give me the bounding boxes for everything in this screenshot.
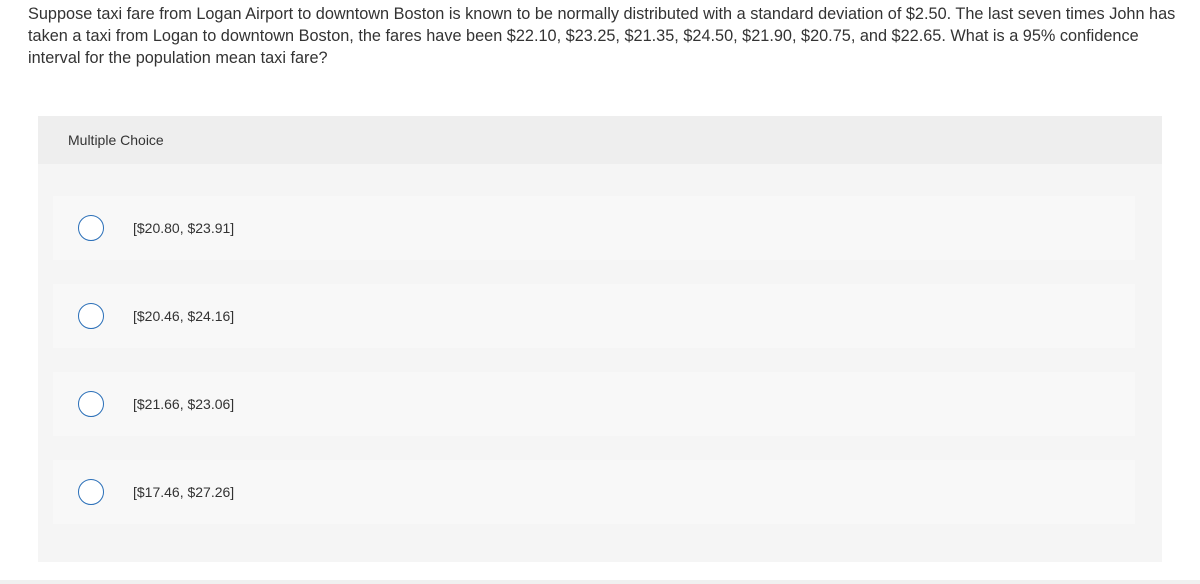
choice-option-1[interactable] [53, 196, 1135, 260]
choice-label: [$17.46, $27.26] [133, 484, 235, 500]
choice-label: [$21.66, $23.06] [133, 396, 235, 412]
choice-option-3[interactable] [53, 372, 1135, 436]
radio-button-icon[interactable] [78, 391, 104, 417]
radio-button-icon[interactable] [78, 215, 104, 241]
choice-label: [$20.80, $23.91] [133, 220, 235, 236]
radio-button-icon[interactable] [78, 303, 104, 329]
question-text: Suppose taxi fare from Logan Airport to downtown Boston is known to be normally distributed with a standard deviation of $2.50. The last seven times John has taken a taxi from Logan to downtown Boston, the fares have been $22.10, $23.25, $21.35, $24.50, $21.90, $20.75, and $22.65. What is a 95% confidence interval for the population mean taxi fare? [28, 5, 1176, 67]
radio-button-icon[interactable] [78, 479, 104, 505]
bottom-divider [0, 580, 1200, 584]
multiple-choice-panel [38, 116, 1162, 562]
choice-label: [$20.46, $24.16] [133, 308, 235, 324]
multiple-choice-header [38, 116, 1162, 164]
choice-option-4[interactable] [53, 460, 1135, 524]
multiple-choice-title: Multiple Choice [68, 132, 164, 148]
choice-option-2[interactable] [53, 284, 1135, 348]
